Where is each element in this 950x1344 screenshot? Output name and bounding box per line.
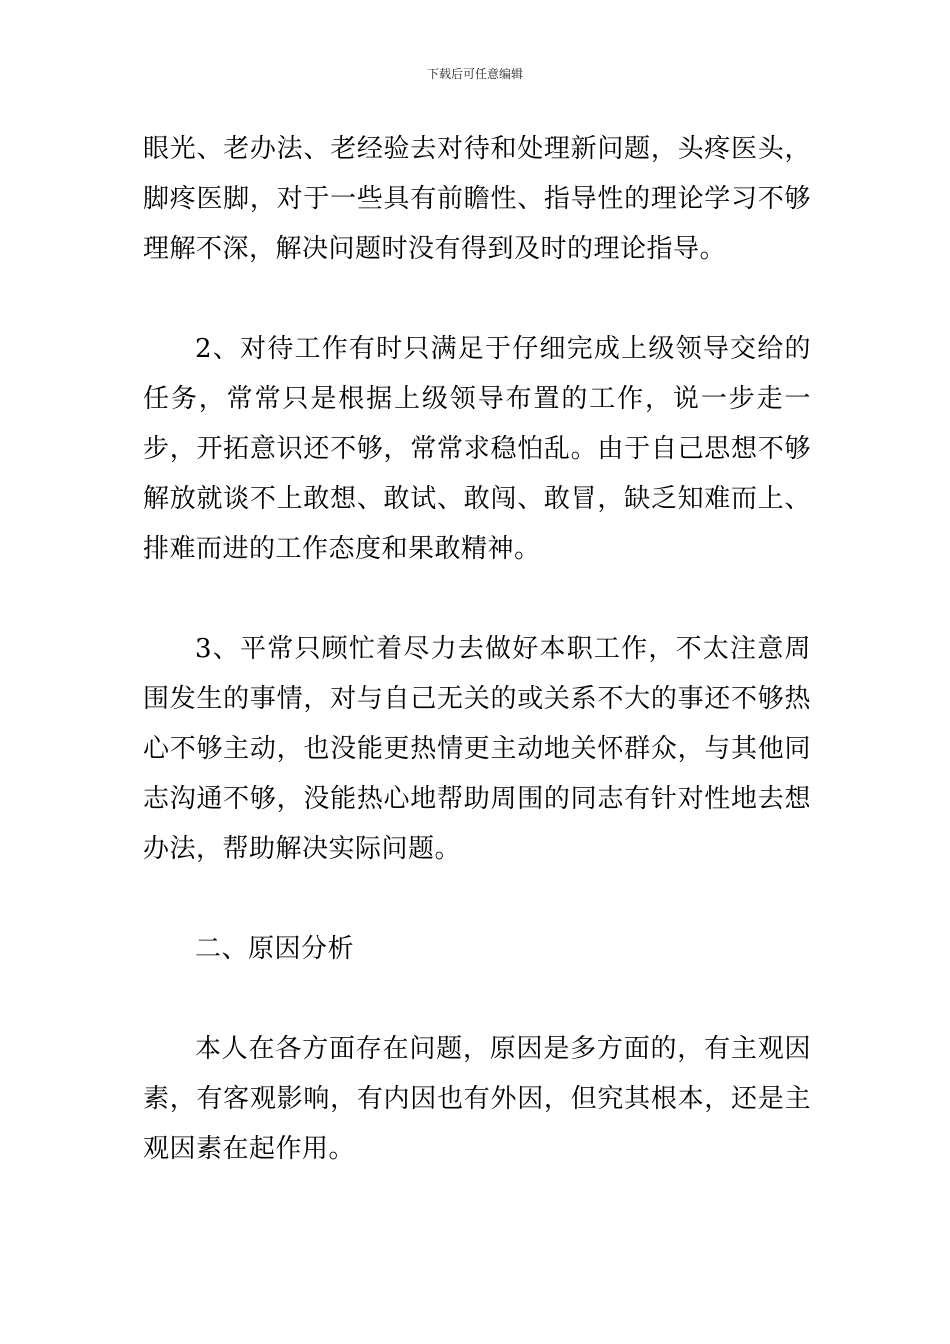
- section-heading: 二、原因分析: [195, 934, 355, 964]
- paragraph-item-3: 3、平常只顾忙着尽力去做好本职工作，不太注意周围发生的事情，对与自己无关的或关系不大的事还不够热心不够主动，也没能更热情更主动地关怀群众，与其他同志沟通不够，没能热心地帮助周围的同志有针对性地去想办法，帮助解决实际问题。: [143, 634, 811, 864]
- document-body: [143, 124, 811, 1224]
- page-header: 下载后可任意编辑: [426, 67, 523, 81]
- paragraph-analysis: 本人在各方面存在问题，原因是多方面的，有主观因素，有客观影响，有内因也有外因，但究其根本，还是主观因素在起作用。: [143, 1034, 811, 1164]
- paragraph-continuation: 眼光、老办法、老经验去对待和处理新问题，头疼医头，脚疼医脚，对于一些具有前瞻性、指导性的理论学习不够理解不深，解决问题时没有得到及时的理论指导。: [143, 134, 811, 264]
- paragraph-item-2: 2、对待工作有时只满足于仔细完成上级领导交给的任务，常常只是根据上级领导布置的工作，说一步走一步，开拓意识还不够，常常求稳怕乱。由于自己思想不够解放就谈不上敢想、敢试、敢闯、敢冒，缺乏知难而上、排难而进的工作态度和果敢精神。: [143, 334, 811, 564]
